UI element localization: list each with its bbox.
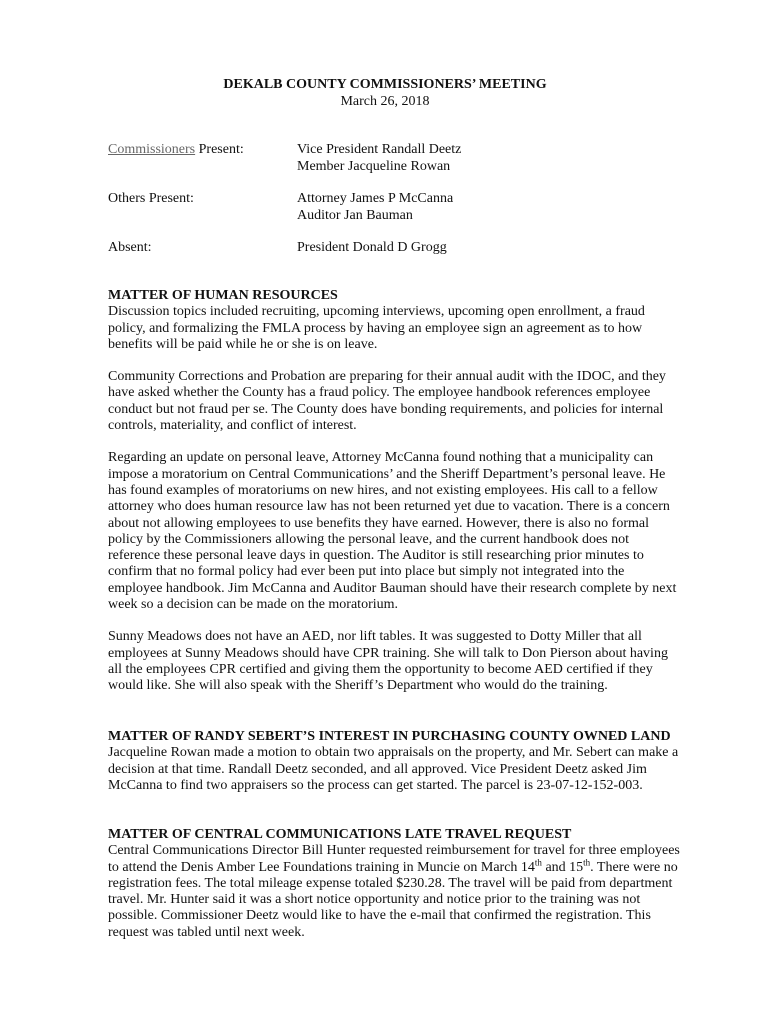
ordinal-suffix: th	[583, 856, 591, 867]
travel-text: . There were no registration fees. The total mileage expense totaled $230.28. The travel will be paid from department travel. Mr. Hunter said it was a short notice opportunity and notice prior to the training was not possible. Commissioner Deetz would like to have the e-mail that confirmed the registration. This request was tabled until next week.	[108, 859, 678, 940]
section-heading: MATTER OF RANDY SEBERT’S INTEREST IN PURCHASING COUNTY OWNED LAND	[108, 729, 671, 744]
section-paragraph: Community Corrections and Probation are preparing for their annual audit with the IDOC, and they have asked whether the County has a fraud policy. The employee handbook references employee conduct but not fraud per se. The County does have bonding requirements, and policies for internal controls, materiality, and conflict of interest.	[108, 369, 666, 434]
absent-label: Absent:	[108, 240, 152, 255]
ordinal-suffix: th	[534, 856, 542, 867]
section-heading: MATTER OF HUMAN RESOURCES	[108, 288, 338, 303]
section-county-land	[108, 729, 680, 794]
others-present-label: Others Present:	[108, 191, 194, 206]
commissioners-present-label	[108, 141, 244, 158]
travel-text: Central Communications Director Bill Hunter requested reimbursement for travel for three employees to attend the Denis Amber Lee Foundations training in Muncie on March 14	[108, 843, 680, 875]
section-heading: MATTER OF CENTRAL COMMUNICATIONS LATE TRAVEL REQUEST	[108, 827, 572, 842]
document-header	[0, 76, 770, 110]
meeting-date: March 26, 2018	[340, 94, 430, 109]
section-paragraph: Discussion topics included recruiting, upcoming interviews, upcoming open enrollment, a fraud policy, and formalizing the FMLA process by having an employee sign an agreement as to how benefits will be paid while he or she is on leave.	[108, 304, 645, 352]
others-list	[297, 190, 453, 224]
other-attendee-name: Attorney James P McCanna	[297, 191, 454, 206]
absent-list	[297, 239, 447, 256]
commissioners-link[interactable]: Commissioners	[108, 142, 196, 157]
section-human-resources	[108, 288, 680, 695]
meeting-title: DEKALB COUNTY COMMISSIONERS’ MEETING	[223, 77, 547, 92]
section-paragraph: Sunny Meadows does not have an AED, nor lift tables. It was suggested to Dotty Miller that all employees at Sunny Meadows should have CPR training. She will talk to Don Pierson about having all the employees CPR certified and giving them the opportunity to become AED certified if they would like. She will also speak with the Sheriff’s Department who would do the training.	[108, 629, 668, 694]
section-paragraph: Regarding an update on personal leave, Attorney McCanna found nothing that a municipality can impose a moratorium on Central Communications’ and the Sheriff Department’s personal leave. He has found examples of moratoriums on new hires, and not existing employees. His call to a fellow attorney who does human resource law has not been returned yet due to vacation. There is a concern about not allowing employees to use benefits they have earned. However, there is also no formal policy by the Commissioners allowing the personal leave, and the current handbook does not reference these personal leave days in question. The Auditor is still researching prior minutes to confirm that no formal policy had ever been put into place but simply not integrated into the employee handbook. Jim McCanna and Auditor Bauman should have their research complete by next week so a decision can be made on the moratorium.	[108, 450, 677, 613]
other-attendee-name: Auditor Jan Bauman	[297, 208, 413, 223]
commissioner-name: Vice President Randall Deetz	[297, 142, 462, 157]
section-paragraph	[108, 843, 680, 941]
section-travel-request	[108, 827, 680, 941]
travel-text: and 15	[541, 859, 584, 875]
present-suffix: Present:	[195, 142, 244, 157]
section-paragraph: Jacqueline Rowan made a motion to obtain two appraisals on the property, and Mr. Sebert can make a decision at that time. Randall Deetz seconded, and all approved. Vice President Deetz asked Jim McCanna to find two appraisers so the process can get started. The parcel is 23-07-12-152-003.	[108, 745, 679, 793]
absent-name: President Donald D Grogg	[297, 240, 447, 255]
commissioners-list	[297, 141, 461, 175]
commissioner-name: Member Jacqueline Rowan	[297, 159, 451, 174]
